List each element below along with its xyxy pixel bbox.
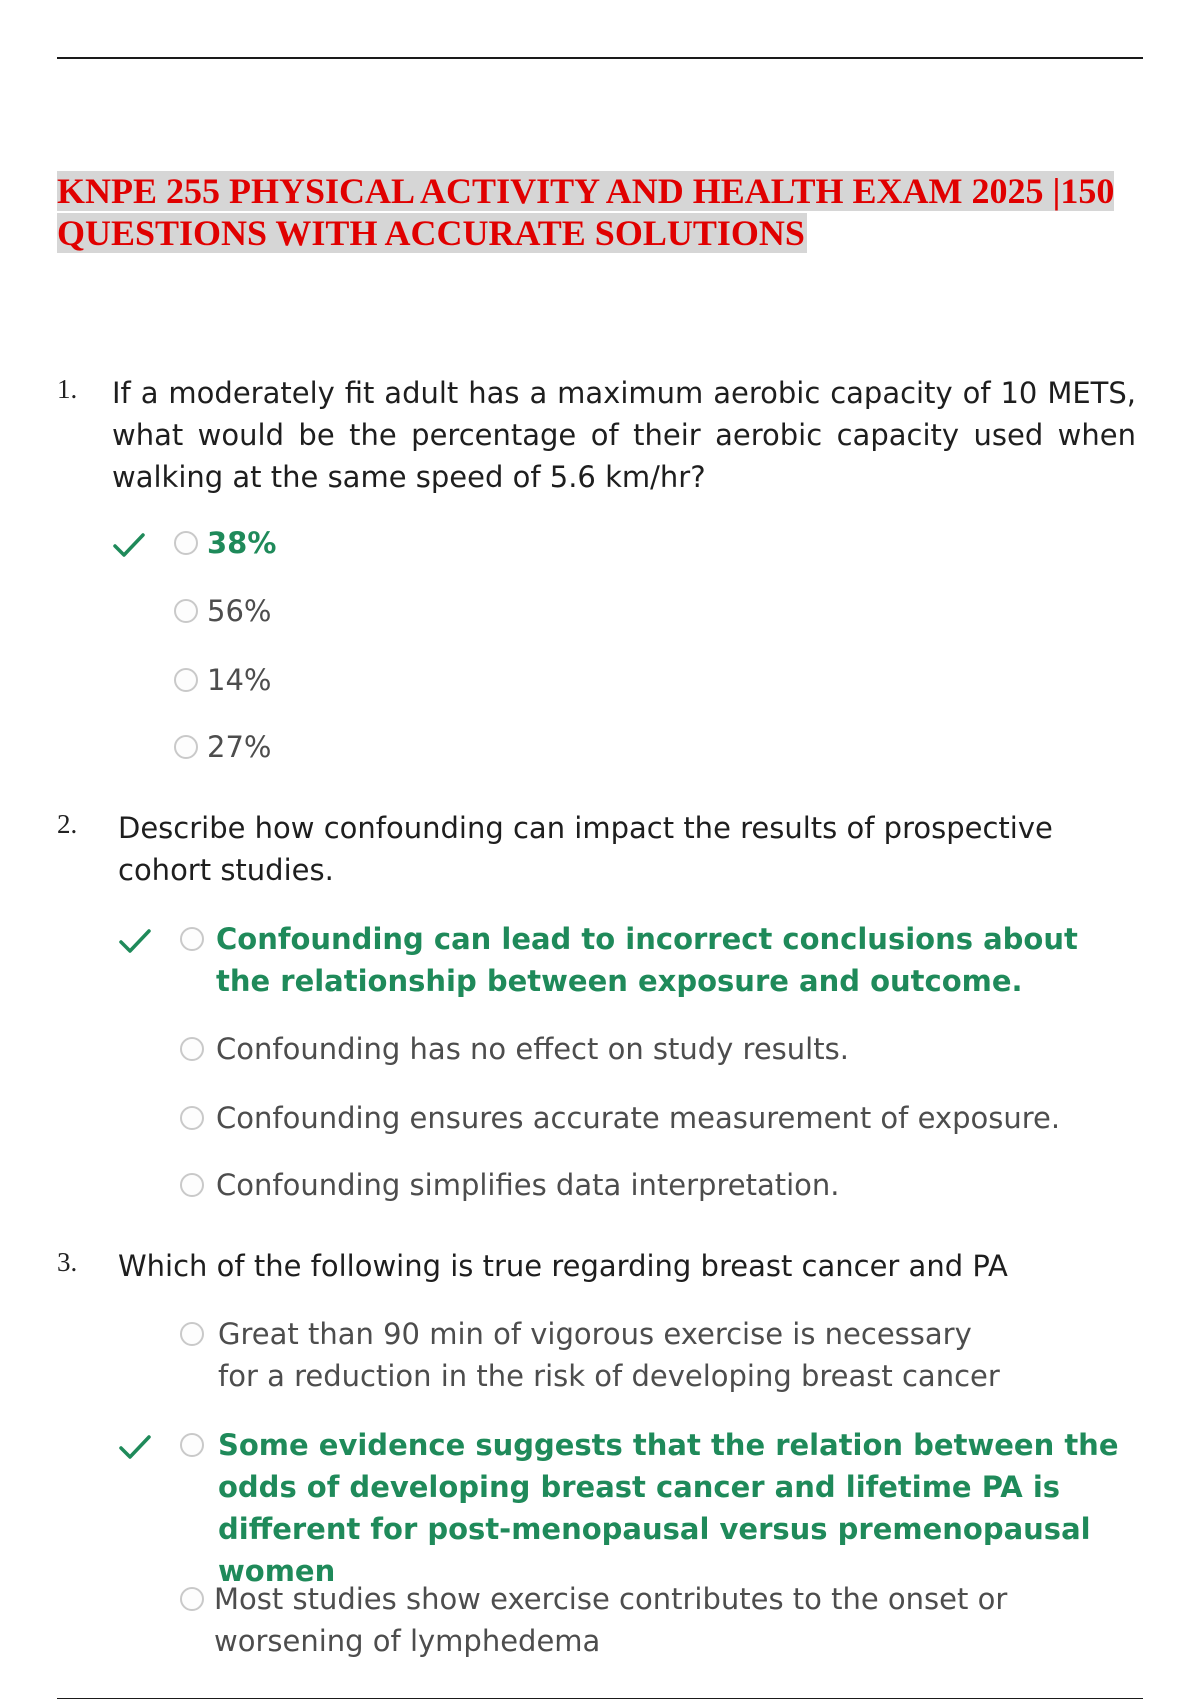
radio-button[interactable]	[180, 1322, 204, 1346]
radio-button[interactable]	[180, 1037, 204, 1061]
bottom-rule	[57, 1698, 1143, 1699]
radio-button[interactable]	[174, 668, 198, 692]
option-text: Confounding ensures accurate measurement of exposure.	[216, 1101, 1061, 1135]
top-rule	[57, 57, 1143, 59]
check-icon	[112, 530, 146, 560]
radio-button[interactable]	[174, 531, 198, 555]
radio-button[interactable]	[174, 599, 198, 623]
question-number: 2.	[57, 809, 78, 839]
radio-button[interactable]	[180, 927, 204, 951]
question-number: 3.	[57, 1247, 78, 1277]
question-text: Which of the following is true regarding breast cancer and PA	[118, 1249, 1008, 1283]
radio-button[interactable]	[180, 1106, 204, 1130]
question-number: 1.	[57, 374, 78, 404]
option-text: Some evidence suggests that the relation between the odds of developing breast cancer and lifetime PA is different for post-menopausal versus premenopausal women	[218, 1428, 1119, 1588]
page-title	[57, 170, 1147, 254]
option-text: 56%	[207, 594, 272, 628]
question-text: If a moderately fit adult has a maximum aerobic capacity of 10 METS, what would be the percentage of their aerobic capacity used when walking at the same speed of 5.6 km/hr?	[112, 376, 1136, 494]
option-text: Confounding simplifies data interpretation.	[216, 1168, 840, 1202]
option-text: Confounding has no effect on study results.	[216, 1032, 849, 1066]
question-text: Describe how confounding can impact the results of prospective cohort studies.	[118, 811, 1053, 887]
option-text: Confounding can lead to incorrect conclusions about the relationship between exposure and outcome.	[216, 922, 1078, 998]
radio-button[interactable]	[180, 1173, 204, 1197]
radio-button[interactable]	[180, 1587, 204, 1611]
option-text: 38%	[207, 526, 277, 560]
option-text: Most studies show exercise contributes to the onset or worsening of lymphedema	[214, 1582, 1008, 1658]
option-text: 27%	[207, 730, 272, 764]
option-text: Great than 90 min of vigorous exercise is necessary for a reduction in the risk of developing breast cancer	[218, 1317, 1000, 1393]
check-icon	[118, 1432, 152, 1462]
radio-button[interactable]	[174, 735, 198, 759]
check-icon	[118, 926, 152, 956]
title-text: KNPE 255 PHYSICAL ACTIVITY AND HEALTH EXAM 2025 |150 QUESTIONS WITH ACCURATE SOLUTIONS	[57, 171, 1115, 253]
option-text: 14%	[207, 663, 272, 697]
radio-button[interactable]	[180, 1433, 204, 1457]
